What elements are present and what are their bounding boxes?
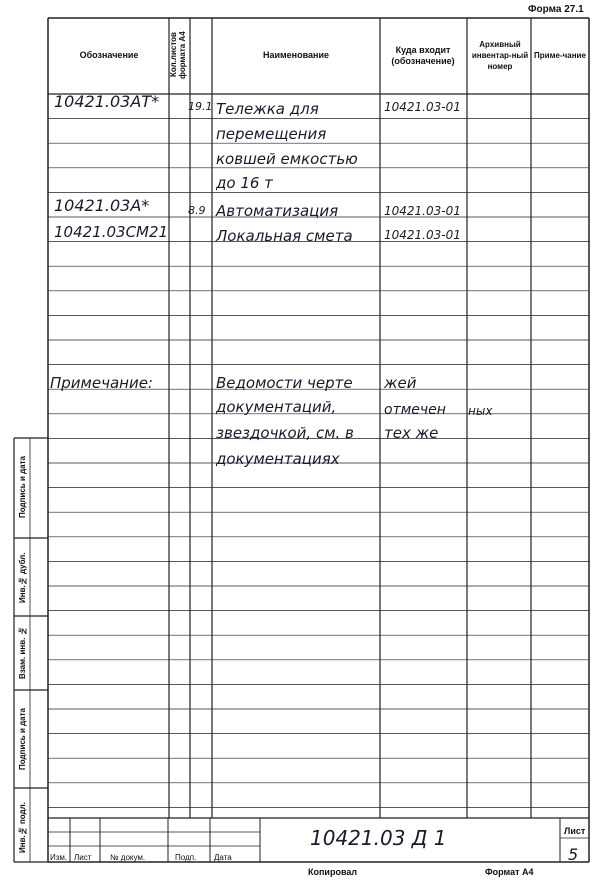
row-5-included-in: 10421.03-01: [384, 204, 461, 218]
title-block-sheet-label: Лист: [564, 826, 586, 836]
title-block-document-code: 10421.03 Д 1: [310, 826, 447, 850]
title-block-doc-number: № докум.: [110, 853, 146, 862]
side-label-dup-inventory: Инв.№ дубл.: [18, 552, 27, 603]
header-designation: Обозначение: [79, 50, 139, 60]
row-4-name: до 16 т: [216, 174, 273, 192]
side-label-replaced-inventory: Взам. инв. №: [18, 626, 27, 680]
header-name: Наименование: [262, 50, 330, 60]
row-1-name: Тележка для: [216, 100, 319, 118]
title-block-change: Изм.: [50, 853, 68, 862]
note-line-3b: тех же: [384, 424, 439, 442]
row-1-included-in: 10421.03-01: [384, 100, 461, 114]
footer-copied: Копировал: [308, 867, 358, 877]
header-included-in: Куда входит (обозначение): [391, 44, 455, 66]
note-line-1a: Ведомости черте: [216, 374, 353, 392]
row-5-name: Автоматизация: [216, 202, 339, 220]
note-line-4: документациях: [216, 450, 340, 468]
title-block-sheet: Лист: [74, 853, 92, 862]
row-6-designation: 10421.03СМ21: [54, 223, 169, 241]
side-label-sign-date-2: Подпись и дата: [18, 708, 27, 771]
row-6-included-in: 10421.03-01: [384, 228, 461, 242]
note-line-2c: ных: [468, 404, 493, 418]
row-1-count: 19.1: [188, 100, 213, 113]
row-5-count: 8.9: [188, 204, 206, 217]
note-line-1b: жей: [384, 374, 417, 392]
row-3-name: ковшей емкостью: [216, 150, 358, 168]
row-6-name: Локальная смета: [216, 227, 353, 245]
header-sheet-count: Кол.листов формата А4: [169, 31, 187, 79]
row-2-name: перемещения: [216, 125, 327, 143]
form-number-label: Форма 27.1: [528, 4, 584, 15]
row-1-designation: 10421.03АТ*: [54, 92, 160, 111]
side-label-original-inventory: Инв.№ подл.: [18, 802, 27, 853]
footer-format: Формат А4: [485, 867, 534, 877]
title-block-sign: Подп.: [175, 853, 197, 862]
header-archive-number: Архивный инвентар-ный номер: [471, 40, 529, 71]
title-block-date: Дата: [214, 853, 232, 862]
row-5-designation: 10421.03А*: [54, 196, 150, 215]
note-line-2b: отмечен: [384, 402, 446, 418]
side-label-sign-date-1: Подпись и дата: [18, 456, 27, 519]
note-line-3a: звездочкой, см. в: [216, 424, 354, 442]
note-label: Примечание:: [50, 374, 153, 392]
header-note: Приме-чание: [534, 51, 586, 60]
title-block-sheet-number: 5: [568, 845, 579, 864]
note-line-2a: документаций,: [216, 398, 337, 416]
